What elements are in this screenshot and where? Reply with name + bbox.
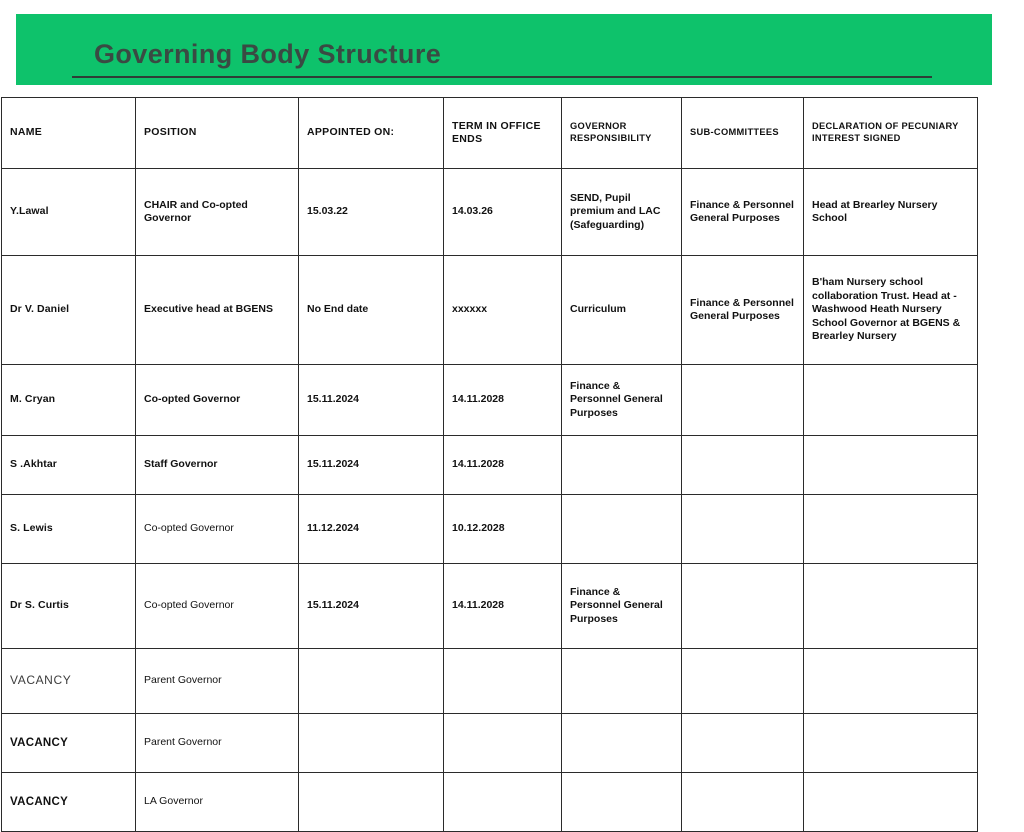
table-row bbox=[2, 564, 978, 649]
cell-declaration: Head at Brearley Nursery School bbox=[804, 169, 978, 256]
cell-appointed: 15.11.2024 bbox=[299, 436, 444, 495]
cell-appointed bbox=[299, 649, 444, 714]
cell-subcommittees: Finance & Personnel General Purposes bbox=[682, 256, 804, 365]
cell-name: S .Akhtar bbox=[2, 436, 136, 495]
column-header-name: NAME bbox=[2, 98, 136, 169]
cell-responsibility bbox=[562, 649, 682, 714]
cell-declaration bbox=[804, 714, 978, 773]
cell-term-ends: 14.03.26 bbox=[444, 169, 562, 256]
cell-position: Co-opted Governor bbox=[136, 365, 299, 436]
cell-subcommittees bbox=[682, 365, 804, 436]
cell-declaration bbox=[804, 773, 978, 832]
cell-declaration bbox=[804, 436, 978, 495]
table-row bbox=[2, 256, 978, 365]
table-row bbox=[2, 169, 978, 256]
cell-appointed bbox=[299, 773, 444, 832]
cell-declaration bbox=[804, 365, 978, 436]
cell-term-ends: 10.12.2028 bbox=[444, 495, 562, 564]
table-row bbox=[2, 365, 978, 436]
cell-subcommittees bbox=[682, 495, 804, 564]
cell-position: Parent Governor bbox=[136, 649, 299, 714]
cell-responsibility: Finance & Personnel General Purposes bbox=[562, 365, 682, 436]
cell-responsibility bbox=[562, 495, 682, 564]
cell-name: Dr V. Daniel bbox=[2, 256, 136, 365]
cell-name: S. Lewis bbox=[2, 495, 136, 564]
cell-term-ends: 14.11.2028 bbox=[444, 436, 562, 495]
cell-appointed: 11.12.2024 bbox=[299, 495, 444, 564]
cell-appointed bbox=[299, 714, 444, 773]
cell-position: Staff Governor bbox=[136, 436, 299, 495]
cell-term-ends: 14.11.2028 bbox=[444, 365, 562, 436]
cell-position: Parent Governor bbox=[136, 714, 299, 773]
cell-declaration bbox=[804, 495, 978, 564]
cell-term-ends: 14.11.2028 bbox=[444, 564, 562, 649]
table-row bbox=[2, 649, 978, 714]
cell-subcommittees bbox=[682, 649, 804, 714]
title-underline bbox=[72, 76, 932, 78]
column-header-sub-committees: SUB-COMMITTEES bbox=[682, 98, 804, 169]
table-row bbox=[2, 495, 978, 564]
cell-position: LA Governor bbox=[136, 773, 299, 832]
page-title: Governing Body Structure bbox=[94, 39, 442, 69]
cell-term-ends bbox=[444, 773, 562, 832]
column-header-governor-responsibility: GOVERNOR RESPONSIBILITY bbox=[562, 98, 682, 169]
cell-responsibility bbox=[562, 714, 682, 773]
cell-subcommittees: Finance & Personnel General Purposes bbox=[682, 169, 804, 256]
column-header-appointed-on: APPOINTED ON: bbox=[299, 98, 444, 169]
cell-term-ends bbox=[444, 714, 562, 773]
header-banner bbox=[16, 14, 992, 85]
cell-responsibility: Finance & Personnel General Purposes bbox=[562, 564, 682, 649]
cell-appointed: 15.11.2024 bbox=[299, 365, 444, 436]
cell-subcommittees bbox=[682, 714, 804, 773]
table-row bbox=[2, 436, 978, 495]
governing-body-table bbox=[1, 97, 978, 832]
table-header-row bbox=[2, 98, 978, 169]
column-header-declaration: DECLARATION OF PECUNIARY INTEREST SIGNED bbox=[804, 98, 978, 169]
cell-name: Dr S. Curtis bbox=[2, 564, 136, 649]
cell-declaration: B'ham Nursery school collaboration Trust. Head at - Washwood Heath Nursery School Governor at BGENS & Brearley Nursery bbox=[804, 256, 978, 365]
cell-position: Executive head at BGENS bbox=[136, 256, 299, 365]
cell-responsibility: Curriculum bbox=[562, 256, 682, 365]
cell-position: Co-opted Governor bbox=[136, 495, 299, 564]
cell-declaration bbox=[804, 564, 978, 649]
cell-subcommittees bbox=[682, 564, 804, 649]
cell-subcommittees bbox=[682, 436, 804, 495]
cell-appointed: No End date bbox=[299, 256, 444, 365]
cell-name: VACANCY bbox=[2, 773, 136, 832]
cell-term-ends: xxxxxx bbox=[444, 256, 562, 365]
cell-name: VACANCY bbox=[2, 649, 136, 714]
cell-position: Co-opted Governor bbox=[136, 564, 299, 649]
cell-responsibility: SEND, Pupil premium and LAC (Safeguarding) bbox=[562, 169, 682, 256]
cell-position: CHAIR and Co-opted Governor bbox=[136, 169, 299, 256]
cell-appointed: 15.03.22 bbox=[299, 169, 444, 256]
cell-responsibility bbox=[562, 773, 682, 832]
cell-name: Y.Lawal bbox=[2, 169, 136, 256]
cell-term-ends bbox=[444, 649, 562, 714]
table-row bbox=[2, 714, 978, 773]
cell-declaration bbox=[804, 649, 978, 714]
cell-name: VACANCY bbox=[2, 714, 136, 773]
column-header-term-in-office-ends: TERM IN OFFICE ENDS bbox=[444, 98, 562, 169]
cell-appointed: 15.11.2024 bbox=[299, 564, 444, 649]
cell-responsibility bbox=[562, 436, 682, 495]
cell-name: M. Cryan bbox=[2, 365, 136, 436]
table-row bbox=[2, 773, 978, 832]
cell-subcommittees bbox=[682, 773, 804, 832]
column-header-position: POSITION bbox=[136, 98, 299, 169]
